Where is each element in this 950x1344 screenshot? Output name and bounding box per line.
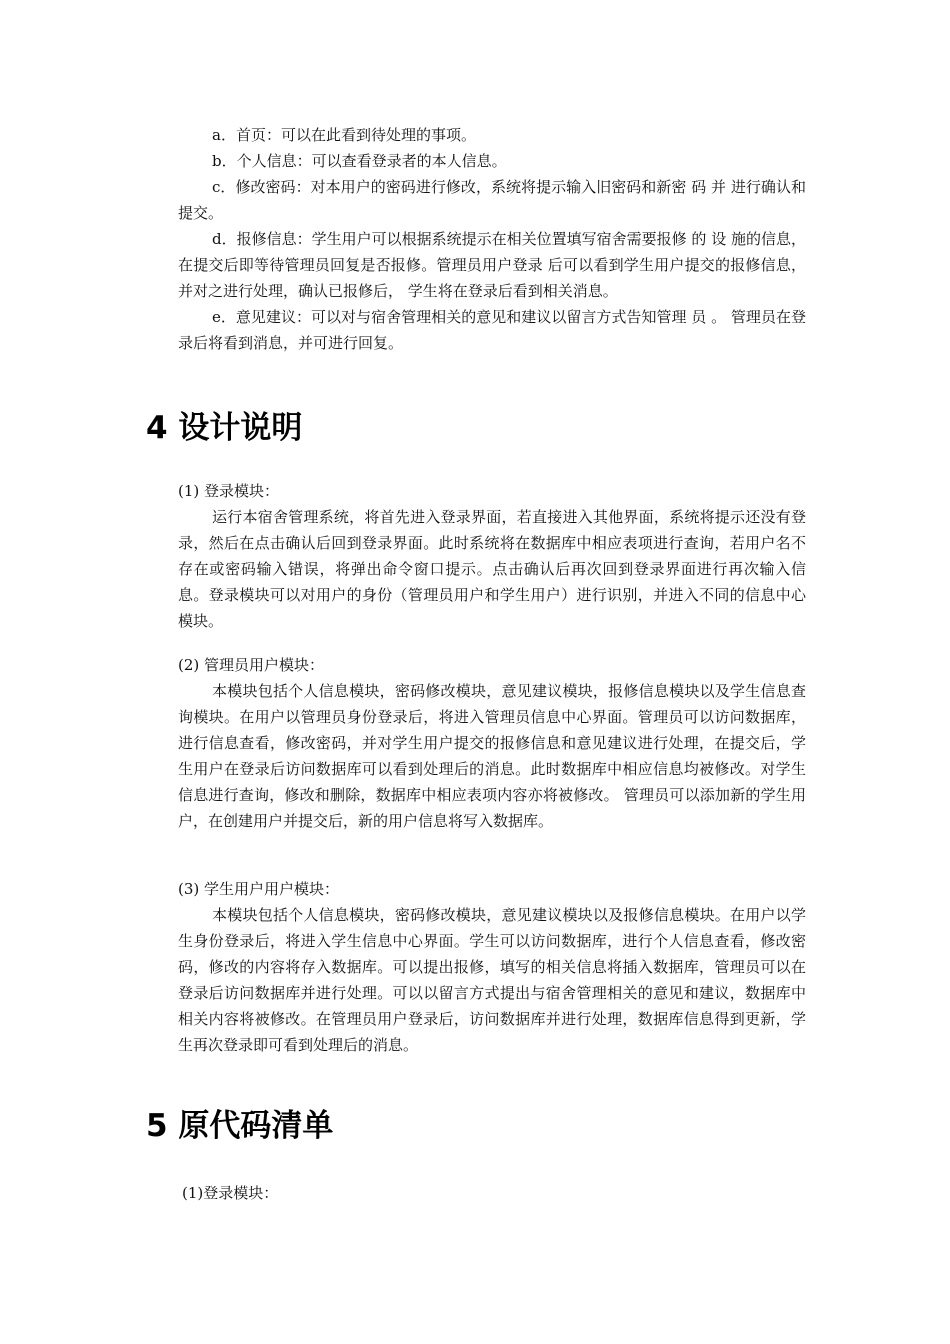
function-item-repair: d．报修信息：学生用户可以根据系统提示在相关位置填写宿舍需要报修 的 设 施的信息，在提交后即等待管理员回复是否报修。管理员用户登录 后可以看到学生用户提交的报修信息，并对之进行处理，确认已报修后， 学生将在登录后看到相关消息。 [178,230,806,300]
student-module-text: 本模块包括个人信息模块，密码修改模块，意见建议模块以及报修信息模块。在用户以学生身份登录后，将进入学生信息中心界面。学生可以访问数据库，进行个人信息查看，修改密码，修改的内容将存入数据库。可以提出报修，填写的相关信息将插入数据库，管理员可以在登录后访问数据库并进行处理。可以以留言方式提出与宿舍管理相关的意见和建议，数据库中相关内容将被修改。在管理员用户登录后，访问数据库并进行处理，数据库信息得到更新，学生再次登录即可看到处理后的消息。 [178,906,806,1054]
admin-module-label: (2) 管理员用户模块： [178,656,325,674]
source-login-module-label: (1)登录模块： [182,1184,279,1202]
login-module-text: 运行本宿舍管理系统，将首先进入登录界面，若直接进入其他界面，系统将提示还没有登录，然后在点击确认后回到登录界面。此时系统将在数据库中相应表项进行查询，若用户名不存在或密码输入错误，将弹出命令窗口提示。点击确认后再次回到登录界面进行再次输入信息。登录模块可以对用户的身份（管理员用户和学生用户）进行识别，并进入不同的信息中心模块。 [178,508,806,630]
admin-module-text: 本模块包括个人信息模块，密码修改模块，意见建议模块，报修信息模块以及学生信息查询模块。在用户以管理员身份登录后，将进入管理员信息中心界面。管理员可以访问数据库，进行信息查看，修改密码，并对学生用户提交的报修信息和意见建议进行处理，在提交后，学生用户在登录后访问数据库可以看到处理后的消息。此时数据库中相应信息均被修改。对学生信息进行查询，修改和删除，数据库中相应表项内容亦将被修改。 管理员可以添加新的学生用户，在创建用户并提交后，新的用户信息将写入数据库。 [178,682,806,830]
student-module-label: (3) 学生用户用户模块： [178,880,340,898]
login-module-label: (1) 登录模块： [178,482,280,500]
admin-module-section [178,652,806,834]
function-list [178,122,806,356]
function-item-suggestion: e．意见建议：可以对与宿舍管理相关的意见和建议以留言方式告知管理 员 。 管理员在登录后将看到消息，并可进行回复。 [178,308,806,352]
function-item-home: a．首页：可以在此看到待处理的事项。 [212,126,476,144]
function-item-password: c．修改密码：对本用户的密码进行修改，系统将提示输入旧密码和新密 码 并 进行确认和提交。 [178,178,806,222]
section-5-heading: 5 原代码清单 [146,1108,334,1144]
function-item-profile: b．个人信息：可以查看登录者的本人信息。 [212,152,507,170]
section-4-heading: 4 设计说明 [146,410,303,446]
login-module-section [178,478,806,634]
student-module-section [178,876,806,1058]
